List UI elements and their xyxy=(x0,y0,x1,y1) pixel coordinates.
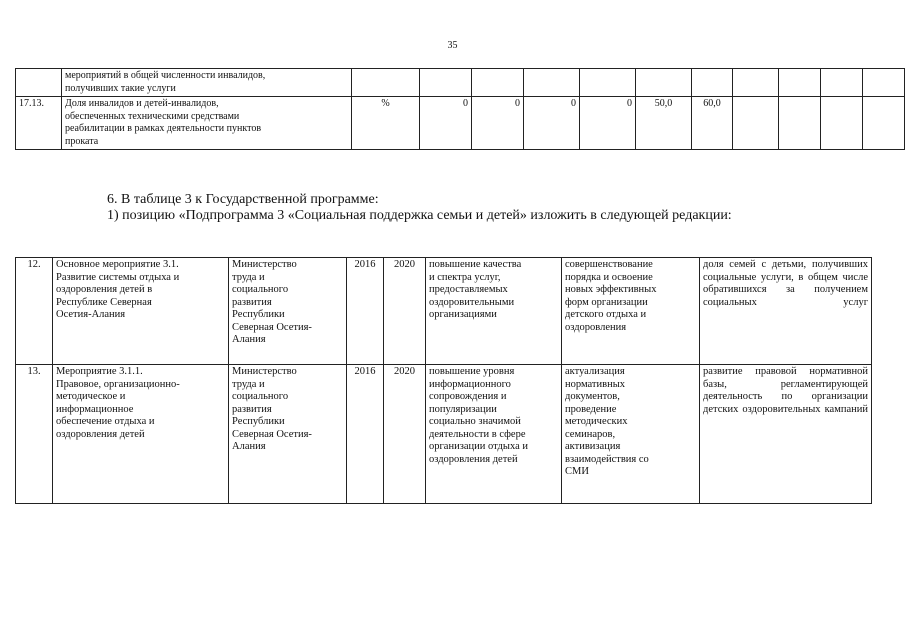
indicator-name: Доля инвалидов и детей-инвалидов, обеспеченных техническими средствами реабилитации в рамках деятельности пунктов проката xyxy=(62,97,352,150)
indicator-name: мероприятий в общей численности инвалидов, получивших такие услуги xyxy=(62,69,352,97)
value-cell xyxy=(733,69,779,97)
measures-table xyxy=(15,257,872,504)
executor-cell: Министерство труда и социального развития Республики Северная Осетия- Алания xyxy=(229,258,347,365)
measure-name: Основное мероприятие 3.1. Развитие системы отдыха и оздоровления детей в Республике Северная Осетия-Алания xyxy=(53,258,229,365)
value-cell xyxy=(863,69,905,97)
value-cell: 0 xyxy=(524,97,580,150)
start-year: 2016 xyxy=(347,258,384,365)
row-number: 13. xyxy=(16,365,53,504)
table-row xyxy=(16,365,872,504)
value-cell xyxy=(779,69,821,97)
value-cell: 60,0 xyxy=(692,97,733,150)
main-directions: актуализация нормативных документов, проведение методических семинаров, активизация взаимодействия со СМИ xyxy=(562,365,700,504)
row-number: 17.13. xyxy=(16,97,62,150)
value-cell xyxy=(524,69,580,97)
value-cell xyxy=(863,97,905,150)
indicator-link: развитие правовой нормативной базы, регламентирующей деятельность по организации детских оздоровительных кампаний xyxy=(700,365,872,504)
value-cell xyxy=(580,69,636,97)
value-cell xyxy=(692,69,733,97)
row-number: 12. xyxy=(16,258,53,365)
measure-name: Мероприятие 3.1.1. Правовое, организационно- методическое и информационное обеспечение отдыха и оздоровления детей xyxy=(53,365,229,504)
value-cell: 0 xyxy=(420,97,472,150)
page-number: 35 xyxy=(447,40,458,51)
table-row xyxy=(16,69,905,97)
row-number xyxy=(16,69,62,97)
paragraph-subprogram-3: 1) позицию «Подпрограмма 3 «Социальная поддержка семьи и детей» изложить в следующей редакции: xyxy=(107,208,732,223)
end-year: 2020 xyxy=(384,258,426,365)
end-year: 2020 xyxy=(384,365,426,504)
expected-result: повышение качества и спектра услуг, предоставляемых оздоровительными организациями xyxy=(426,258,562,365)
unit-cell xyxy=(352,69,420,97)
value-cell xyxy=(420,69,472,97)
value-cell: 0 xyxy=(580,97,636,150)
expected-result: повышение уровня информационного сопровождения и популяризации социально значимой деятельности в сфере организации отдыха и оздоровления детей xyxy=(426,365,562,504)
value-cell xyxy=(779,97,821,150)
start-year: 2016 xyxy=(347,365,384,504)
indicator-link: доля семей с детьми, получивших социальные услуги, в общем числе обратившихся за получением социальных услуг xyxy=(700,258,872,365)
unit-cell: % xyxy=(352,97,420,150)
paragraph-table-3: 6. В таблице 3 к Государственной программе: xyxy=(107,192,379,207)
table-row xyxy=(16,97,905,150)
executor-cell: Министерство труда и социального развития Республики Северная Осетия- Алания xyxy=(229,365,347,504)
value-cell xyxy=(472,69,524,97)
indicators-table xyxy=(15,68,905,150)
value-cell xyxy=(821,69,863,97)
table-row xyxy=(16,258,872,365)
main-directions: совершенствование порядка и освоение новых эффективных форм организации детского отдыха и оздоровления xyxy=(562,258,700,365)
value-cell: 50,0 xyxy=(636,97,692,150)
value-cell xyxy=(636,69,692,97)
value-cell: 0 xyxy=(472,97,524,150)
value-cell xyxy=(821,97,863,150)
value-cell xyxy=(733,97,779,150)
